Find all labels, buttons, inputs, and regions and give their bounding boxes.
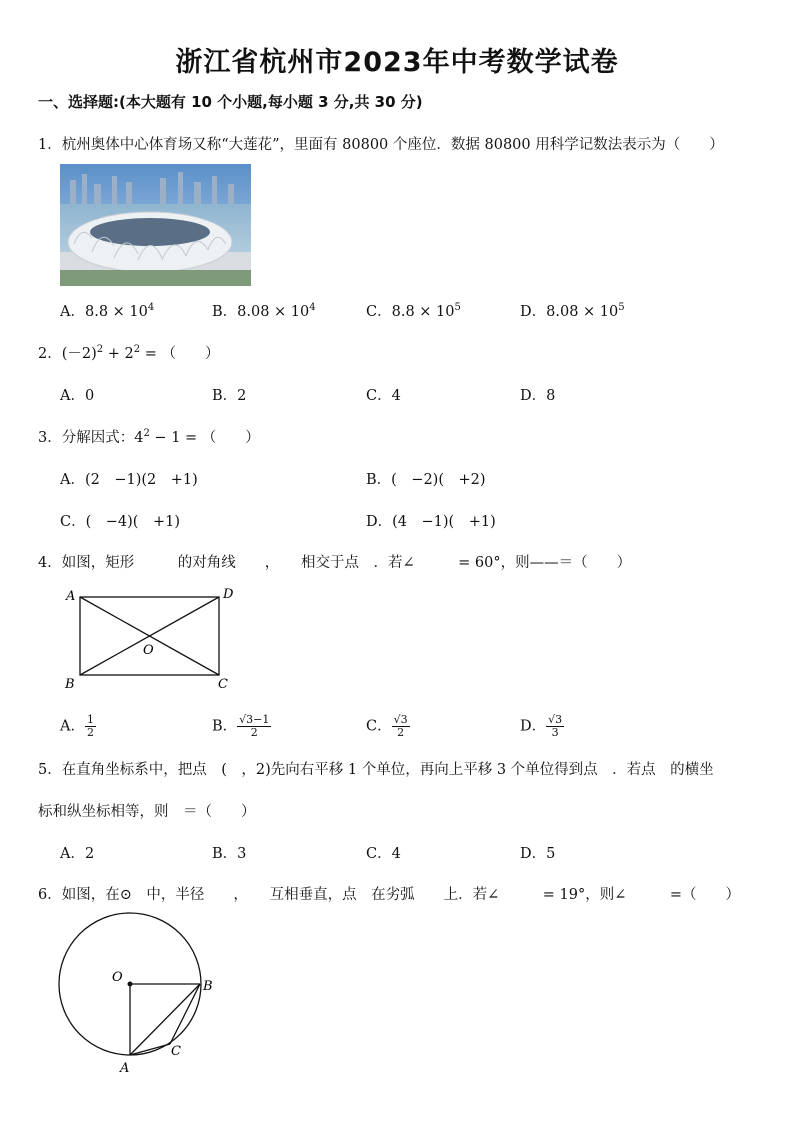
q4-option-c[interactable] bbox=[366, 714, 410, 739]
q1-option-d[interactable] bbox=[520, 300, 625, 321]
stadium-photo bbox=[60, 164, 251, 286]
q5-option-a[interactable]: A．2 bbox=[60, 846, 95, 862]
option-value: 8.08 × 10 bbox=[237, 304, 310, 320]
numerator: 1 bbox=[86, 713, 94, 726]
fraction bbox=[85, 714, 96, 739]
label-b: B bbox=[65, 677, 75, 692]
rectangle-diagram bbox=[58, 584, 248, 694]
question-4-stem: 4．如图，矩形 的对角线 ， 相交于点 ．若∠ = 60°，则——＝（ ） bbox=[38, 555, 632, 571]
numerator: √3 bbox=[393, 713, 408, 726]
q2-option-c[interactable]: C．4 bbox=[366, 388, 401, 404]
q3-stem-a: 3．分解因式：4 bbox=[38, 430, 144, 446]
option-exponent: 4 bbox=[147, 302, 155, 314]
label-d: D bbox=[223, 587, 234, 602]
label-o: O bbox=[112, 970, 123, 985]
label-b: B bbox=[203, 979, 213, 994]
option-value: 8.8 × 10 bbox=[84, 304, 148, 320]
section-heading: 一、选择题:(本大题有 10 个小题,每小题 3 分,共 30 分) bbox=[38, 93, 423, 111]
fraction bbox=[546, 714, 564, 739]
circle-diagram bbox=[52, 908, 222, 1078]
option-letter: C． bbox=[366, 304, 392, 320]
option-letter: A． bbox=[60, 304, 85, 320]
question-2-stem bbox=[38, 342, 220, 363]
option-exponent: 4 bbox=[309, 302, 316, 314]
page-title: 浙江省杭州市2023年中考数学试卷 bbox=[175, 47, 619, 78]
q2-exponent-2: 2 bbox=[133, 344, 141, 356]
q4-option-b[interactable] bbox=[212, 714, 271, 739]
question-6-stem: 6．如图，在⊙ 中，半径 ， 互相垂直，点 在劣弧 上．若∠ = 19°，则∠ =（ ） bbox=[38, 887, 741, 903]
question-1-stem: 1．杭州奥体中心体育场又称“大莲花”，里面有 80800 个座位．数据 80800 用科学记数法表示为（ ） bbox=[38, 137, 724, 153]
q3-option-a[interactable]: A．(2 −1)(2 +1) bbox=[60, 472, 198, 488]
q2-option-b[interactable]: B．2 bbox=[212, 388, 247, 404]
fraction bbox=[392, 714, 410, 739]
option-letter: D． bbox=[520, 718, 547, 735]
option-value: 8.8 × 10 bbox=[391, 304, 455, 320]
q2-tail: = （ ） bbox=[140, 346, 220, 362]
q5-option-c[interactable]: C．4 bbox=[366, 846, 401, 862]
option-value: 8.08 × 10 bbox=[546, 304, 619, 320]
option-letter: B． bbox=[212, 304, 238, 320]
q2-exponent-1: 2 bbox=[96, 344, 104, 356]
q2-option-d[interactable]: D．8 bbox=[520, 388, 556, 404]
option-exponent: 5 bbox=[454, 302, 461, 314]
q1-option-a[interactable] bbox=[60, 300, 154, 321]
q3-option-d[interactable]: D．(4 −1)( +1) bbox=[366, 514, 496, 530]
denominator: 2 bbox=[250, 726, 258, 739]
q2-term-a: (－2) bbox=[61, 346, 97, 362]
q4-option-a[interactable] bbox=[60, 714, 96, 739]
q3-option-c[interactable]: C．( −4)( +1) bbox=[60, 514, 180, 530]
label-c: C bbox=[218, 677, 228, 692]
label-c: C bbox=[171, 1044, 181, 1059]
denominator: 2 bbox=[397, 726, 405, 739]
denominator: 2 bbox=[86, 726, 94, 739]
option-letter: B． bbox=[212, 718, 238, 735]
label-a: A bbox=[66, 589, 76, 604]
label-o: O bbox=[143, 643, 154, 658]
option-letter: C． bbox=[366, 718, 392, 735]
q2-term-b: + 2 bbox=[103, 346, 134, 362]
q3-stem-b: − 1 = （ ） bbox=[149, 430, 260, 446]
label-a: A bbox=[120, 1061, 130, 1076]
q4-option-d[interactable] bbox=[520, 714, 564, 739]
question-5-line-2: 标和纵坐标相等，则 ＝（ ） bbox=[38, 804, 256, 820]
q5-option-d[interactable]: D．5 bbox=[520, 846, 556, 862]
q2-option-a[interactable]: A．0 bbox=[60, 388, 95, 404]
fraction bbox=[237, 714, 271, 739]
question-5-line-1: 5．在直角坐标系中，把点 ( ，2)先向右平移 1 个单位，再向上平移 3 个单位得到点 ．若点 的横坐 bbox=[38, 762, 714, 778]
q5-option-b[interactable]: B．3 bbox=[212, 846, 247, 862]
q1-option-c[interactable] bbox=[366, 300, 461, 321]
q1-option-b[interactable] bbox=[212, 300, 316, 321]
numerator: √3 bbox=[548, 713, 563, 726]
option-letter: A． bbox=[60, 718, 85, 735]
denominator: 3 bbox=[551, 726, 559, 739]
q3-exponent: 2 bbox=[143, 428, 150, 440]
q2-number: 2． bbox=[38, 346, 62, 362]
option-letter: D． bbox=[520, 304, 547, 320]
question-3-stem bbox=[38, 426, 260, 447]
option-exponent: 5 bbox=[618, 302, 625, 314]
numerator: √3−1 bbox=[239, 713, 270, 726]
q3-option-b[interactable]: B．( −2)( +2) bbox=[366, 472, 486, 488]
